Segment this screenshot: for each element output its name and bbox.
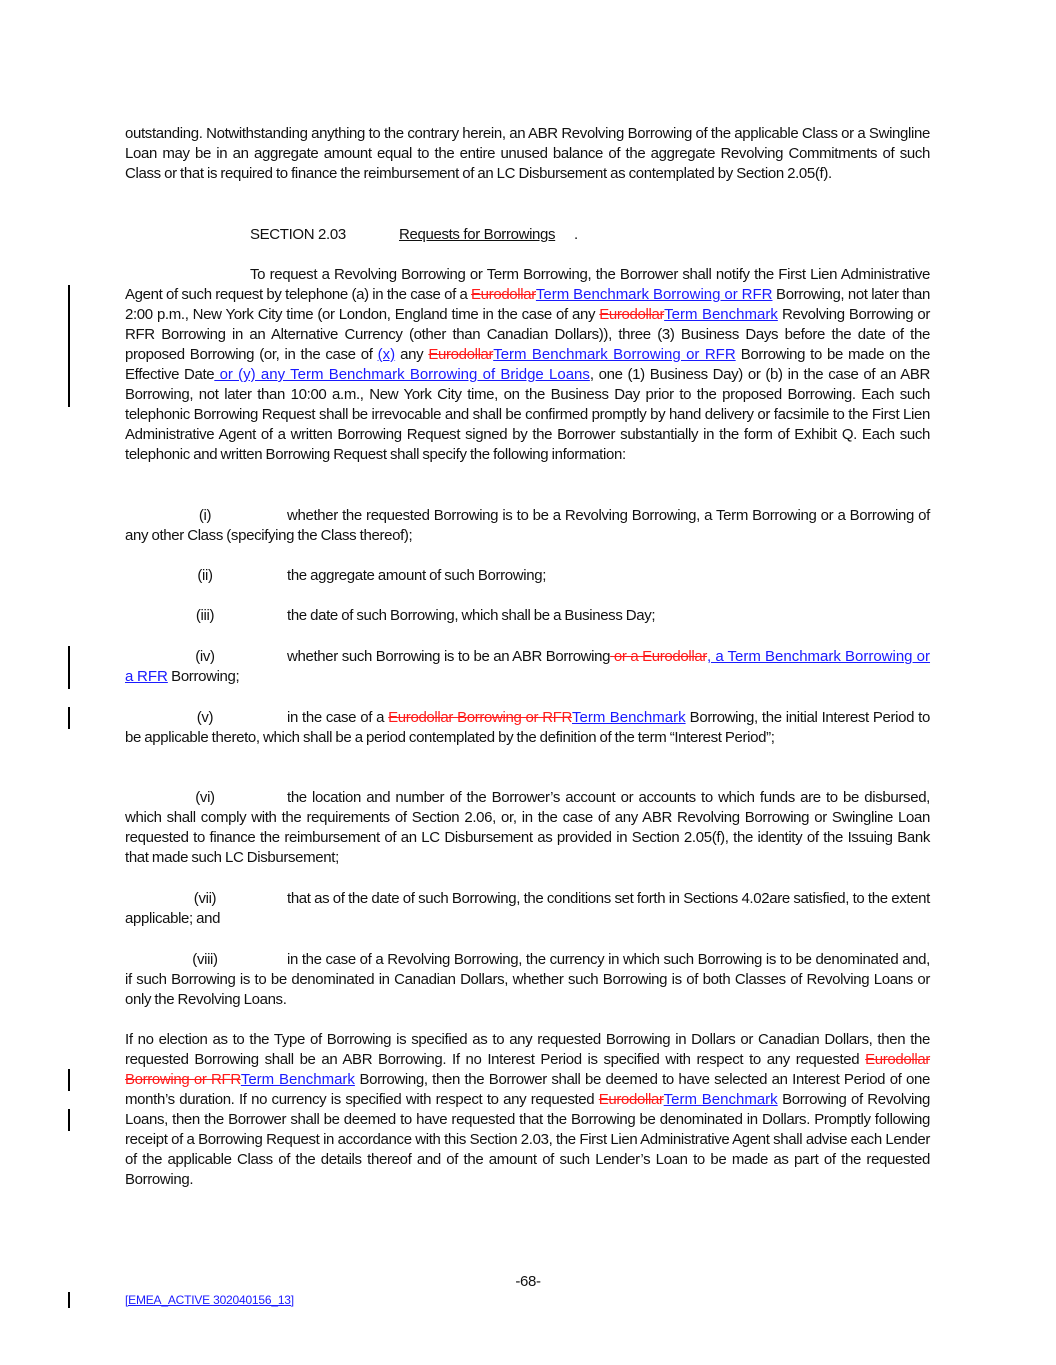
change-bar <box>68 646 70 689</box>
list-item <box>125 708 930 748</box>
inserted-text: or (y) any Term Benchmark Borrowing of Bridge Loans <box>214 366 590 383</box>
list-item <box>125 506 930 546</box>
deleted-text: Eurodollar <box>428 346 494 363</box>
list-item <box>125 950 930 1010</box>
item-number: (vi) <box>195 789 215 806</box>
list-item <box>125 647 930 687</box>
body-text: any <box>395 346 429 363</box>
change-bar <box>68 285 70 407</box>
list-item <box>125 566 930 586</box>
document-id: [EMEA_ACTIVE 302040156_13] <box>125 1293 294 1307</box>
item-number: (viii) <box>192 951 218 968</box>
body-text: , one (1) Business Day) or (b) in the case of an ABR Borrowing, not later than 10:00 a.m., New York City time, on the Business Day prior to the proposed Borrowing. Each such telephonic Borrowing Request shall be irrevocable and shall be confirmed promptly by hand delivery or facsimile to the First Lien Administrative Agent of a written Borrowing Request signed by the Borrower substantially in the form of Exhibit Q. Each such telephonic and written Borrowing Request shall specify the following information: <box>125 366 930 463</box>
inserted-text: , a Term Benchmark Borrowing or a RFR <box>125 648 931 685</box>
inserted-text: Term Benchmark Borrowing or RFR <box>493 346 736 363</box>
change-bar <box>68 1292 70 1308</box>
item-number: (v) <box>196 709 214 726</box>
change-bar <box>68 1069 70 1091</box>
body-text: Borrowing of Revolving Loans, then the Borrower shall be deemed to have requested that the Borrowing be denominated in Dollars. Promptly following receipt of a Borrowing Request in accordance with this Section 2.03, the First Lien Administrative Agent shall advise each Lender of the applicable Class of the details thereof and of the amount of such Lender’s Loan to be made as part of the requested Borrowing. <box>125 1091 930 1188</box>
body-text: outstanding. Notwithstanding anything to the contrary herein, an ABR Revolving Borrowing of the applicable Class or a Swingline Loan may be in an aggregate amount equal to the entire unused balance of the aggregate Revolving Commitments of such Class or that is required to finance the reimbursement of an LC Disbursement as contemplated by Section 2.05(f). <box>125 125 930 182</box>
section-heading <box>250 226 578 243</box>
section-number: SECTION 2.03 <box>250 226 346 243</box>
inserted-text: Term Benchmark Borrowing or RFR <box>535 286 773 303</box>
body-text: whether the requested Borrowing is to be a Revolving Borrowing, a Term Borrowing or a Borrowing of any other Class (specifying the Class thereof); <box>125 507 930 544</box>
body-text: Borrowing, the initial Interest Period to be applicable thereto, which shall be a period contemplated by the definition of the term “Interest Period”; <box>125 709 930 746</box>
section-title-period: . <box>574 226 578 243</box>
body-text: If no election as to the Type of Borrowing is specified as to any requested Borrowing in Dollars or Canadian Dollars, then the requested Borrowing shall be an ABR Borrowing. If no Interest Period is specified with respect to any requested <box>125 1031 930 1068</box>
item-number: (iii) <box>195 607 215 624</box>
body-text: Borrowing; <box>167 668 240 685</box>
deleted-text: Eurodollar <box>599 306 665 323</box>
item-number: (i) <box>198 507 212 524</box>
inserted-text: Term Benchmark <box>663 1091 778 1108</box>
body-text: the aggregate amount of such Borrowing; <box>287 567 547 584</box>
body-text: Revolving Borrowing or RFR Borrowing in an Alternative Currency (other than Canadian Dollars)), three (3) Business Days before the date of the proposed Borrowing (or, in the case of <box>125 306 930 363</box>
body-text: whether such Borrowing is to be an ABR Borrowing <box>287 648 611 665</box>
body-text: To request a Revolving Borrowing or Term Borrowing, the Borrower shall notify the First Lien Administrative Agent of such request by telephone (a) in the case of a <box>125 266 930 303</box>
body-text: in the case of a <box>287 709 389 726</box>
body-text: Borrowing to be made on the Effective Date <box>125 346 930 383</box>
inserted-text: Term Benchmark <box>664 306 778 323</box>
section-title: Requests for Borrowings <box>399 226 556 243</box>
body-text: Borrowing, not later than 2:00 p.m., New York City time (or London, England time in the case of any <box>125 286 930 323</box>
inserted-text: (x) <box>377 346 396 363</box>
inserted-text: Term Benchmark <box>572 709 686 726</box>
deleted-text: Eurodollar Borrowing or RFR <box>125 1051 930 1088</box>
page-number: -68- <box>515 1273 541 1290</box>
deleted-text: or a Eurodollar <box>610 648 708 665</box>
change-bar <box>68 707 70 729</box>
body-text: the date of such Borrowing, which shall be a Business Day; <box>287 607 656 624</box>
body-text: that as of the date of such Borrowing, the conditions set forth in Sections 4.02are satisfied, to the extent applicable; and <box>125 890 930 927</box>
list-item <box>125 606 930 626</box>
paragraph-intro <box>125 124 930 184</box>
deleted-text: Eurodollar Borrowing or RFR <box>388 709 572 726</box>
item-number: (vii) <box>193 890 217 907</box>
deleted-text: Eurodollar <box>471 286 536 303</box>
body-text: the location and number of the Borrower’s account or accounts to which funds are to be disbursed, which shall comply with the requirements of Section 2.06, or, in the case of any ABR Revolving Borrowing or Swingline Loan requested to finance the reimbursement of an LC Disbursement as provided in Section 2.05(f), the identity of the Issuing Bank that made such LC Disbursement; <box>125 789 930 866</box>
paragraph-request <box>125 265 930 465</box>
body-text: in the case of a Revolving Borrowing, the currency in which such Borrowing is to be denominated and, if such Borrowing is to be denominated in Canadian Dollars, whether such Borrowing is of both Classes of Revolving Loans or only the Revolving Loans. <box>125 951 930 1008</box>
list-item <box>125 889 930 929</box>
deleted-text: Eurodollar <box>598 1091 664 1108</box>
body-text: Borrowing, then the Borrower shall be deemed to have selected an Interest Period of one month’s duration. If no currency is specified with respect to any requested <box>125 1071 930 1108</box>
inserted-text: Term Benchmark <box>240 1071 355 1088</box>
change-bar <box>68 1109 70 1131</box>
item-number: (ii) <box>197 567 213 584</box>
paragraph-final <box>125 1030 930 1190</box>
item-number: (iv) <box>195 648 215 665</box>
list-item <box>125 788 930 868</box>
